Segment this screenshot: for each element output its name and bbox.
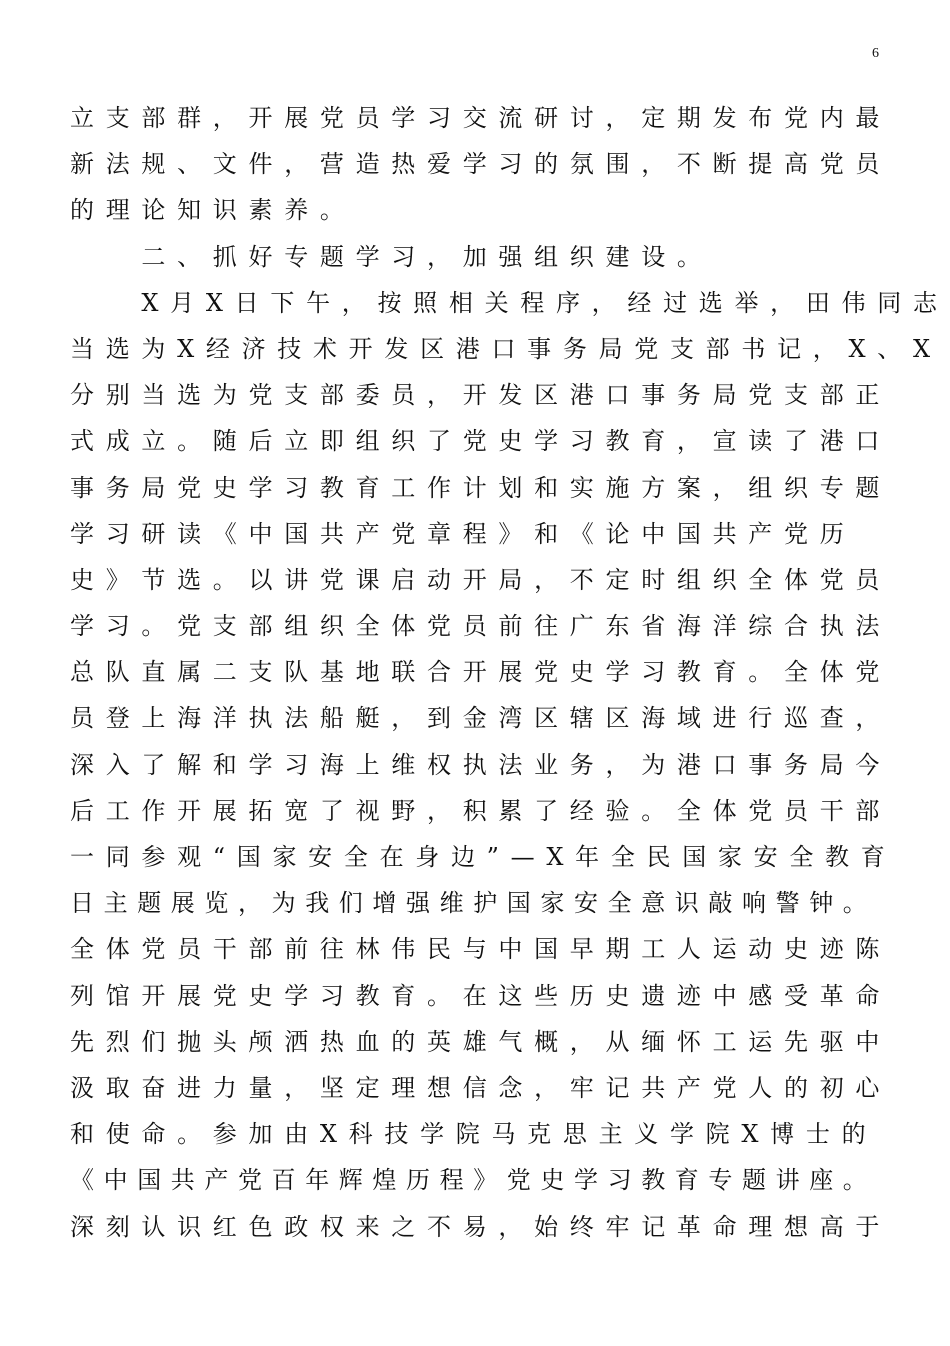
section-heading: 二、抓好专题学习，加强组织建设。 [70,242,713,271]
text-line: 全体党员干部前往林伟民与中国早期工人运动史迹陈 [70,935,892,964]
document-body [70,100,949,1255]
text-line: 深刻认识红色政权来之不易，始终牢记革命理想高于 [70,1212,892,1241]
text-line: 列馆开展党史学习教育。在这些历史遗迹中感受革命 [70,981,892,1010]
text-line: 汲取奋进力量，坚定理想信念，牢记共产党人的初心 [70,1073,892,1102]
text-line: 一同参观“国家安全在身边”—X年全民国家安全教育 [70,843,897,871]
text-line: 的理论知识素养。 [70,196,356,225]
text-line: 员登上海洋执法船艇，到金湾区辖区海域进行巡查， [70,704,892,733]
text-line: 学习。党支部组织全体党员前往广东省海洋综合执法 [70,612,892,641]
text-line: 日主题展览，为我们增强维护国家安全意识敲响警钟。 [70,889,877,918]
text-line: 先烈们抛头颅洒热血的英雄气概，从缅怀工运先驱中 [70,1027,892,1056]
text-line: 学习研读《中国共产党章程》和《论中国共产党历 [70,519,856,548]
text-line: 后工作开展拓宽了视野，积累了经验。全体党员干部 [70,796,892,825]
text-line: 《中国共产党百年辉煌历程》党史学习教育专题讲座。 [70,1166,877,1195]
page-number: 6 [872,46,879,61]
text-line: 和使命。参加由X科技学院马克思主义学院X博士的 [70,1120,878,1149]
text-line: 事务局党史学习教育工作计划和实施方案，组织专题 [70,473,892,502]
text-line: 分别当选为党支部委员，开发区港口事务局党支部正 [70,381,892,410]
text-line: 当选为X经济技术开发区港口事务局党支部书记，X、X [70,334,942,363]
text-line: 史》节选。以讲党课启动开局，不定时组织全体党员 [70,565,892,594]
text-line: 总队直属二支队基地联合开展党史学习教育。全体党 [70,658,892,687]
text-line: 新法规、文件，营造热爱学习的氛围，不断提高党员 [70,150,892,179]
text-line: 深入了解和学习海上维权执法业务，为港口事务局今 [70,750,892,779]
text-line: X月X日下午，按照相关程序，经过选举，田伟同志 [70,288,949,317]
text-line: 立支部群，开展党员学习交流研讨，定期发布党内最 [70,104,892,132]
text-line: 式成立。随后立即组织了党史学习教育，宣读了港口 [70,427,892,456]
